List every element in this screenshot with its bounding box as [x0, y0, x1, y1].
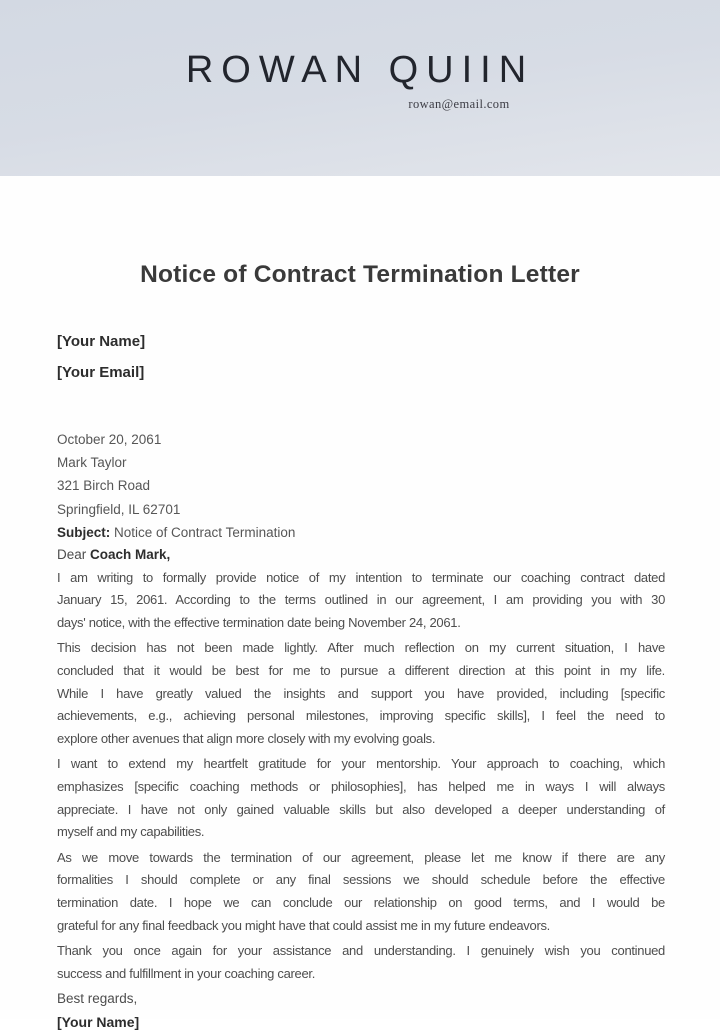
sender-name-placeholder: [Your Name]: [57, 333, 146, 350]
recipient-name: Mark Taylor: [57, 455, 127, 471]
brand-email: rowan@email.com: [408, 97, 510, 111]
paragraph-line: explore other avenues that align more closely with my evolving goals.: [57, 730, 436, 746]
letter-date: October 20, 2061: [57, 432, 162, 447]
paragraph-line: achievements, e.g., achieving personal milestones, improving specific skills], I feel the need to: [57, 708, 665, 724]
recipient-city: Springfield, IL 62701: [57, 501, 181, 517]
paragraph-line: myself and my capabilities.: [57, 824, 205, 840]
signature-placeholder: [Your Name]: [57, 1013, 140, 1030]
page-title: Notice of Contract Termination Letter: [140, 261, 580, 288]
sender-email-placeholder: [Your Email]: [57, 364, 145, 381]
paragraph-line: emphasizes [specific coaching methods or philosophies], has helped me in ways I will always: [57, 778, 665, 794]
paragraph-line: As we move towards the termination of our agreement, please let me know if there are any: [57, 849, 665, 865]
paragraph-line: Thank you once again for your assistance and understanding. I genuinely wish you continued: [57, 943, 665, 959]
letter-paragraph: [57, 637, 665, 750]
header-banner: [0, 0, 720, 176]
subject-label: Subject:: [57, 524, 111, 540]
paragraph-line: While I have greatly valued the insights and support you have provided, including [specific: [57, 685, 665, 701]
paragraph-line: concluded that it would be best for me to pursue a different direction at this point in my life.: [57, 662, 665, 678]
paragraph-line: formalities I should complete or any final sessions we should schedule before the effective: [57, 872, 665, 888]
recipient-street: 321 Birch Road: [57, 478, 151, 494]
letter-body: [57, 332, 665, 1033]
paragraph-line: termination date. I hope we can conclude our relationship on good terms, and I would be: [57, 894, 665, 910]
letter-paragraphs: [57, 567, 665, 986]
paragraph-line: This decision has not been made lightly. After much reflection on my current situation, I have: [57, 640, 665, 656]
salutation-prefix: Dear: [57, 547, 91, 563]
letter-paragraph: [57, 940, 665, 985]
address-block: [57, 428, 665, 544]
paragraph-line: grateful for any final feedback you might have that could assist me in my future endeavors.: [57, 917, 550, 933]
paragraph-line: success and fulfillment in your coaching career.: [57, 965, 316, 981]
letter-paragraph: [57, 847, 665, 937]
paragraph-line: January 15, 2061. According to the terms outlined in our agreement, I am providing you with 30: [57, 592, 665, 608]
paragraph-line: appreciate. I have not only gained valuable skills but also developed a deeper understanding of: [57, 801, 665, 817]
salutation-name: Coach Mark,: [90, 547, 171, 563]
brand-name: ROWAN QUIIN: [185, 49, 535, 91]
spacer: [57, 394, 665, 428]
subject-line: [57, 521, 665, 544]
closing-line: Best regards,: [57, 991, 138, 1007]
letter-paragraph: [57, 567, 665, 635]
subject-text: Notice of Contract Termination: [110, 524, 296, 540]
paragraph-line: I am writing to formally provide notice of my intention to terminate our coaching contract dated: [57, 569, 665, 585]
paragraph-line: days' notice, with the effective termination date being November 24, 2061.: [57, 614, 461, 630]
salutation: [57, 544, 665, 567]
paragraph-line: I want to extend my heartfelt gratitude for your mentorship. Your approach to coaching, which: [57, 756, 665, 772]
letter-paragraph: [57, 753, 665, 843]
